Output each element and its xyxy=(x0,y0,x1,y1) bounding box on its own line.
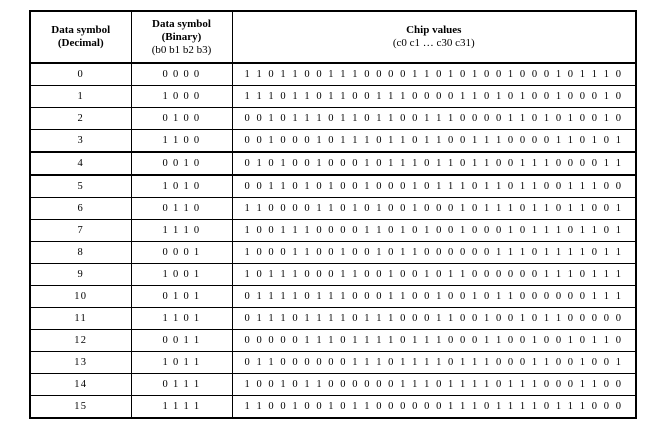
table-row xyxy=(30,152,636,175)
cell-decimal: 3 xyxy=(30,130,131,153)
cell-decimal: 13 xyxy=(30,352,131,374)
header-binary-bits-text: (b0 b1 b2 b3) xyxy=(151,43,212,56)
cell-chips: 1 1 1 0 1 1 0 1 1 0 0 1 1 1 0 0 0 0 1 1 0 1 0 1 0 0 1 0 0 0 1 0 xyxy=(232,86,636,108)
header-binary-bits xyxy=(132,44,232,57)
cell-decimal: 1 xyxy=(30,86,131,108)
table-row xyxy=(30,330,636,352)
cell-chips: 0 0 1 0 1 1 1 0 1 1 0 1 1 0 0 1 1 1 0 0 0 0 1 1 0 1 0 1 0 0 1 0 xyxy=(232,108,636,130)
cell-chips: 1 0 1 1 1 0 0 0 1 1 0 0 1 0 0 1 0 1 1 0 0 0 0 0 0 1 1 1 0 1 1 1 xyxy=(232,264,636,286)
cell-decimal: 6 xyxy=(30,198,131,220)
cell-binary: 0 1 0 1 xyxy=(131,286,232,308)
header-decimal xyxy=(30,11,131,63)
table-row xyxy=(30,175,636,198)
cell-chips: 0 1 1 0 0 0 0 0 0 1 1 1 0 1 1 1 1 0 1 1 1 0 0 0 1 1 0 0 1 0 0 1 xyxy=(232,352,636,374)
cell-binary: 1 0 1 1 xyxy=(131,352,232,374)
table-header xyxy=(30,11,636,63)
cell-chips: 0 1 1 1 0 1 1 1 1 0 1 1 1 0 0 0 1 1 0 0 1 0 0 1 0 1 1 0 0 0 0 0 xyxy=(232,308,636,330)
table-row xyxy=(30,264,636,286)
table-row xyxy=(30,308,636,330)
cell-binary: 0 1 1 0 xyxy=(131,198,232,220)
cell-decimal: 14 xyxy=(30,374,131,396)
cell-decimal: 5 xyxy=(30,175,131,198)
cell-decimal: 9 xyxy=(30,264,131,286)
cell-binary: 0 0 0 1 xyxy=(131,242,232,264)
cell-chips: 0 1 0 1 0 0 1 0 0 0 1 0 1 1 1 0 1 1 0 1 1 0 0 1 1 1 0 0 0 0 1 1 xyxy=(232,152,636,175)
table-row xyxy=(30,130,636,153)
cell-binary: 0 0 1 1 xyxy=(131,330,232,352)
cell-chips: 1 0 0 0 1 1 0 0 1 0 0 1 0 1 1 0 0 0 0 0 0 1 1 1 0 1 1 1 1 0 1 1 xyxy=(232,242,636,264)
cell-chips: 0 0 1 1 0 1 0 1 0 0 1 0 0 0 1 0 1 1 1 0 1 1 0 1 1 0 0 1 1 1 0 0 xyxy=(232,175,636,198)
cell-chips: 1 1 0 1 1 0 0 1 1 1 0 0 0 0 1 1 0 1 0 1 0 0 1 0 0 0 1 0 1 1 1 0 xyxy=(232,63,636,86)
cell-binary: 0 0 0 0 xyxy=(131,63,232,86)
chip-mapping-table-container xyxy=(29,10,635,419)
cell-binary: 1 0 0 0 xyxy=(131,86,232,108)
cell-chips: 1 1 0 0 0 0 1 1 0 1 0 1 0 0 1 0 0 0 1 0 1 1 1 0 1 1 0 1 1 0 0 1 xyxy=(232,198,636,220)
cell-binary: 1 1 0 1 xyxy=(131,308,232,330)
cell-chips: 0 1 1 1 1 0 1 1 1 0 0 0 1 1 0 0 1 0 0 1 0 1 1 0 0 0 0 0 0 1 1 1 xyxy=(232,286,636,308)
cell-decimal: 7 xyxy=(30,220,131,242)
header-chips-title: Chip values xyxy=(406,24,462,36)
header-row xyxy=(30,11,636,63)
table-row xyxy=(30,63,636,86)
header-chips xyxy=(232,11,636,63)
cell-binary: 1 0 1 0 xyxy=(131,175,232,198)
cell-decimal: 11 xyxy=(30,308,131,330)
cell-binary: 1 0 0 1 xyxy=(131,264,232,286)
table-body xyxy=(30,63,636,418)
table-row xyxy=(30,352,636,374)
header-binary-title: Data symbol xyxy=(152,17,211,30)
cell-binary: 1 1 1 1 xyxy=(131,396,232,419)
cell-decimal: 10 xyxy=(30,286,131,308)
cell-binary: 1 1 0 0 xyxy=(131,130,232,153)
cell-binary: 1 1 1 0 xyxy=(131,220,232,242)
table-row xyxy=(30,396,636,419)
chip-mapping-table xyxy=(29,10,637,419)
table-row xyxy=(30,86,636,108)
header-binary xyxy=(131,11,232,63)
cell-binary: 0 1 1 1 xyxy=(131,374,232,396)
cell-decimal: 4 xyxy=(30,152,131,175)
header-binary-subtitle: (Binary) xyxy=(161,30,202,43)
cell-decimal: 0 xyxy=(30,63,131,86)
cell-chips: 1 0 0 1 1 1 0 0 0 0 1 1 0 1 0 1 0 0 1 0 0 0 1 0 1 1 1 0 1 1 0 1 xyxy=(232,220,636,242)
header-chips-subtitle: (c0 c1 … c30 c31) xyxy=(392,37,475,49)
cell-binary: 0 0 1 0 xyxy=(131,152,232,175)
cell-decimal: 8 xyxy=(30,242,131,264)
cell-decimal: 12 xyxy=(30,330,131,352)
table-row xyxy=(30,286,636,308)
table-row xyxy=(30,198,636,220)
table-row xyxy=(30,108,636,130)
cell-chips: 1 0 0 1 0 1 1 0 0 0 0 0 0 1 1 1 0 1 1 1 1 0 1 1 1 0 0 0 1 1 0 0 xyxy=(232,374,636,396)
cell-chips: 0 0 1 0 0 0 1 0 1 1 1 0 1 1 0 1 1 0 0 1 1 1 0 0 0 0 1 1 0 1 0 1 xyxy=(232,130,636,153)
header-decimal-subtitle: (Decimal) xyxy=(57,37,104,49)
table-row xyxy=(30,220,636,242)
cell-chips: 1 1 0 0 1 0 0 1 0 1 1 0 0 0 0 0 0 1 1 1 0 1 1 1 1 0 1 1 1 0 0 0 xyxy=(232,396,636,419)
table-row xyxy=(30,242,636,264)
cell-decimal: 15 xyxy=(30,396,131,419)
cell-chips: 0 0 0 0 0 1 1 1 0 1 1 1 1 0 1 1 1 0 0 0 1 1 0 0 1 0 0 1 0 1 1 0 xyxy=(232,330,636,352)
cell-binary: 0 1 0 0 xyxy=(131,108,232,130)
cell-decimal: 2 xyxy=(30,108,131,130)
table-row xyxy=(30,374,636,396)
header-decimal-title: Data symbol xyxy=(51,24,111,36)
